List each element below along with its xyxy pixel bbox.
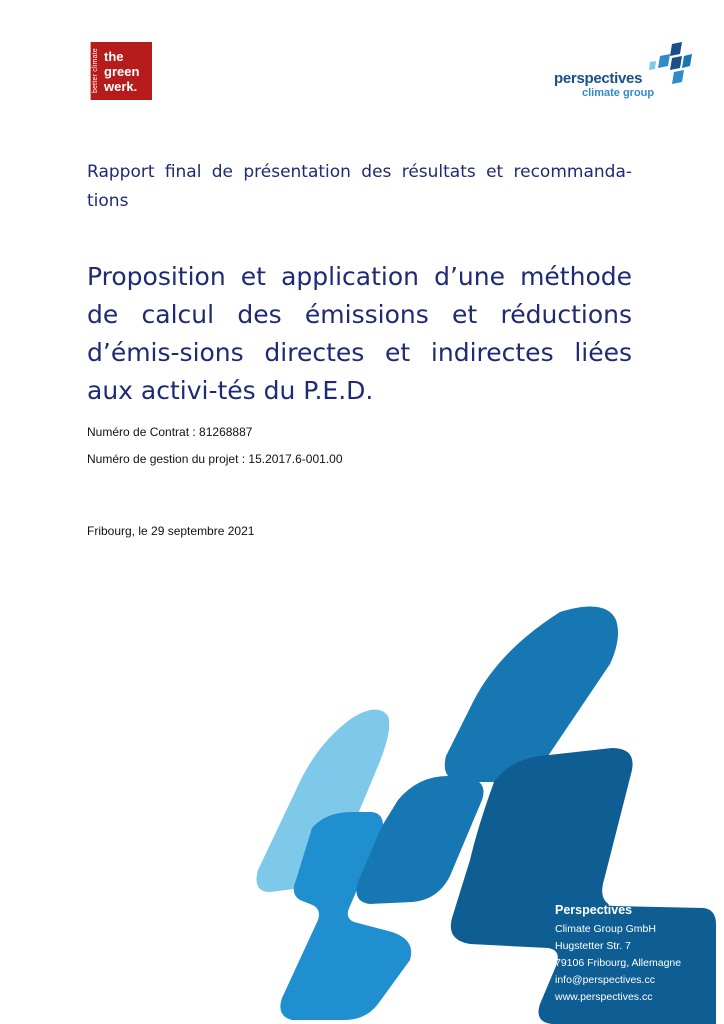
logo-word: green — [104, 63, 140, 79]
contact-line: Hugstetter Str. 7 — [555, 940, 631, 952]
contact-line: Climate Group GmbH — [555, 923, 656, 935]
logo-side-text: better climate — [90, 42, 100, 100]
logo-word: werk. — [104, 78, 138, 94]
report-title: Proposition et application d’une méthode de calcul des émissions et réductions d’émis-sions directes et indirectes liées aux activi-tés du P.E.D. — [87, 262, 632, 405]
report-subtitle: Rapport final de présentation des résultats et recommanda-tions — [87, 162, 632, 211]
logo-group: climate group — [582, 87, 655, 99]
project-number: Numéro de gestion du projet : 15.2017.6-001.00 — [87, 452, 343, 466]
contact-line: 79106 Fribourg, Allemagne — [555, 957, 682, 969]
place-date: Fribourg, le 29 septembre 2021 — [87, 524, 255, 538]
contact-email[interactable]: info@perspectives.cc — [555, 974, 655, 986]
logo-name: perspectives — [554, 70, 643, 87]
contract-number: Numéro de Contrat : 81268887 — [87, 425, 253, 439]
contact-block — [555, 902, 715, 1006]
logo-word: the — [104, 48, 124, 64]
contact-website[interactable]: www.perspectives.cc — [555, 991, 653, 1003]
contact-company: Perspectives — [555, 903, 633, 917]
